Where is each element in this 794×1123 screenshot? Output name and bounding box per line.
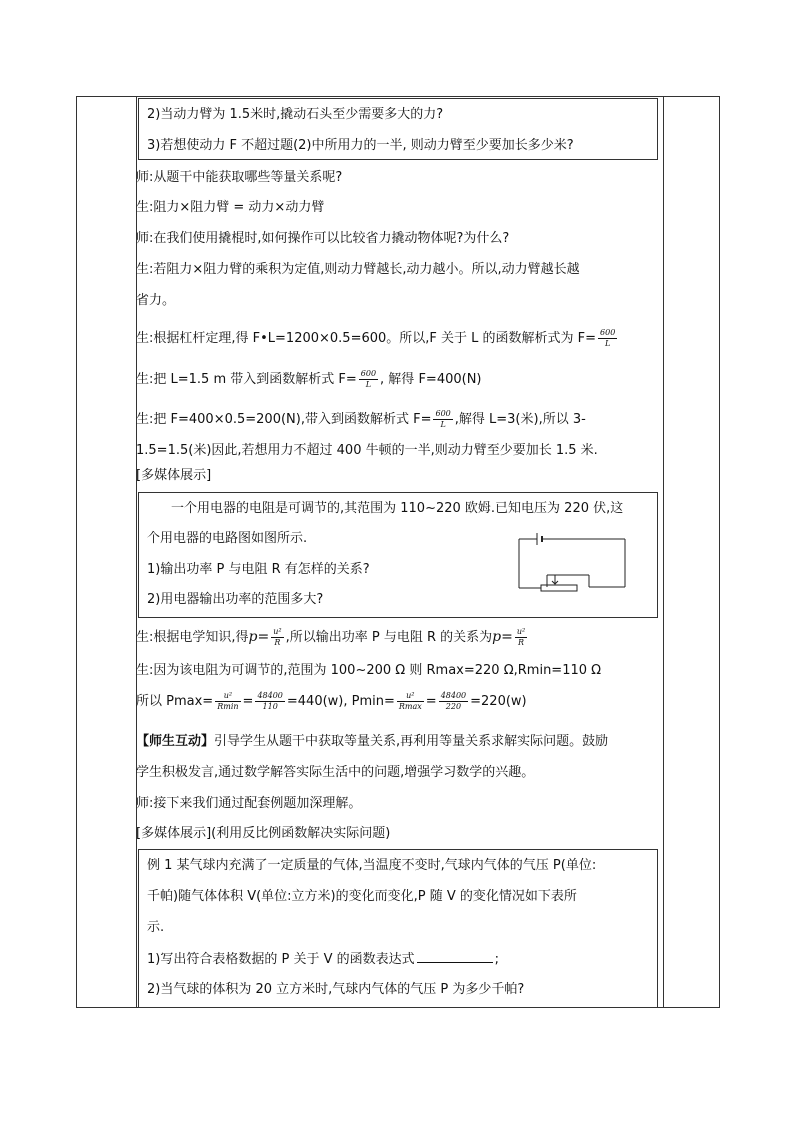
example-line1: 例 1 某气球内充满了一定质量的气体,当温度不变时,气球内气体的气压 P(单位: [147, 858, 597, 873]
student-answer-3: 生:根据杠杆定理,得 F•L=1200×0.5=600。所以,F 关于 L 的函数解析式为 F= $\frac{600}{L}$ [136, 328, 616, 348]
example-line3: 示. [147, 920, 165, 935]
student-answer-6: 生:根据电学知识,得p= $\frac{\text{u²}}{R}$ ,所以输出功率 P 与电阻 R 的关系为p= $\frac{\text{u²}}{R}$ [136, 627, 526, 647]
column-divider-right [663, 97, 664, 1007]
answer-blank[interactable] [417, 950, 493, 963]
fraction-600-over-L: $\frac{600}{L}$ [600, 328, 616, 348]
fraction-600-over-L: $\frac{600}{L}$ [435, 409, 451, 429]
question-3: 3)若想使动力 F 不超过题(2)中所用力的一半, 则动力臂至少要加长多少米? [147, 138, 574, 153]
problem-box-lever [138, 98, 658, 160]
teacher-transition: 师:接下来我们通过配套例题加深理解。 [136, 796, 362, 811]
student-answer-5-line1: 生:把 F=400×0.5=200(N),带入到函数解析式 F= $\frac{600}{L}$ ,解得 L=3(米),所以 3- [136, 409, 586, 429]
teacher-question-2: 师:在我们使用撬棍时,如何操作可以比较省力撬动物体呢?为什么? [136, 231, 510, 246]
example-line2: 千帕)随气体体积 V(单位:立方米)的变化而变化,P 随 V 的变化情况如下表所 [147, 889, 577, 904]
student-answer-1: 生:阻力×阻力臂 = 动力×动力臂 [136, 200, 325, 215]
circuit-problem-line1: 一个用电器的电阻是可调节的,其范围为 110~220 欧姆.已知电压为 220 伏,这 [171, 501, 624, 516]
problem-box-circuit [138, 492, 658, 618]
question-2: 2)当动力臂为 1.5米时,撬动石头至少需要多大的力? [147, 107, 444, 122]
student-answer-7: 生:因为该电阻为可调节的,范围为 100~200 Ω 则 Rmax=220 Ω,Rmin=110 Ω [136, 663, 602, 678]
multimedia-label-1: [多媒体展示] [136, 468, 212, 483]
example-question-2: 2)当气球的体积为 20 立方米时,气球内气体的气压 P 为多少千帕? [147, 982, 525, 997]
circuit-problem-line2: 个用电器的电路图如图所示. [147, 531, 308, 546]
fraction-u2-over-R: $\frac{\text{u²}}{R}$ [516, 627, 526, 647]
circuit-diagram [517, 531, 629, 593]
interaction-note-line1: 【师生互动】引导学生从题干中获取等量关系,再利用等量关系求解实际问题。鼓励 [136, 734, 609, 749]
example-box-balloon [138, 849, 658, 1008]
student-answer-5-line2: 1.5=1.5(米)因此,若想用力不超过 400 牛顿的一半,则动力臂至少要加长 1.5 米. [136, 443, 598, 458]
student-answer-2-line2: 省力。 [136, 293, 176, 308]
example-question-1: 1)写出符合表格数据的 P 关于 V 的函数表达式 ; [147, 952, 499, 967]
circuit-question-2: 2)用电器输出功率的范围多大? [147, 592, 324, 607]
fraction-600-over-L: $\frac{600}{L}$ [360, 369, 377, 389]
multimedia-label-2: [多媒体展示](利用反比例函数解决实际问题) [136, 826, 391, 841]
interaction-note-line2: 学生积极发言,通过数学解答实际生活中的问题,增强学习数学的兴趣。 [136, 765, 535, 780]
power-range-calculation: 所以 Pmax= $\frac{\text{u²}}{Rmin}$ = $\frac{48400}{110}$ =440(w), Pmin= $\frac{\text{u²}}{Rmax}$ = $\frac{48400}{220}$ =220(w) [136, 691, 527, 711]
student-answer-2-line1: 生:若阻力×阻力臂的乘积为定值,则动力臂越长,动力越小。所以,动力臂越长越 [136, 262, 580, 277]
student-answer-4: 生:把 L=1.5 m 带入到函数解析式 F= $\frac{600}{L}$ , 解得 F=400(N) [136, 369, 482, 389]
fraction-u2-over-R: $\frac{\text{u²}}{R}$ [273, 627, 282, 647]
teacher-question-1: 师:从题干中能获取哪些等量关系呢? [136, 170, 343, 185]
circuit-question-1: 1)输出功率 P 与电阻 R 有怎样的关系? [147, 562, 370, 577]
